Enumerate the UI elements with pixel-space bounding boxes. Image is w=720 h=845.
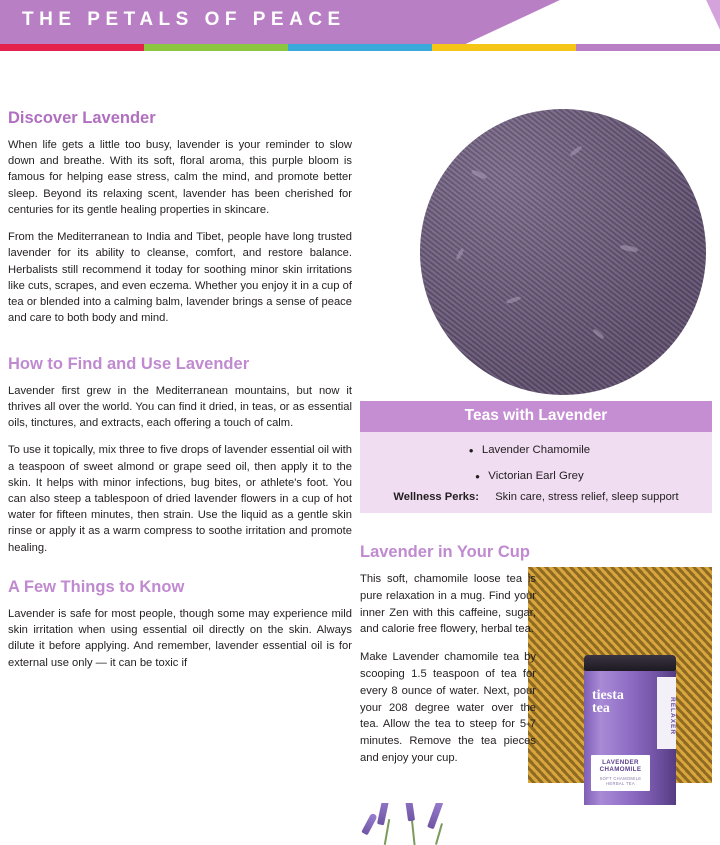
paragraph-things-to-know-1: Lavender is safe for most people, though some may experience mild skin irritation when using essential oil directly on the skin. Always dilute it before applying. And remember, lavender essential oil is for external use only — it can be toxic if xyxy=(8,607,352,669)
lavender-in-your-cup-section xyxy=(360,543,712,845)
tea-tin-lid xyxy=(584,655,676,671)
heading-a-few-things-to-know: A Few Things to Know xyxy=(8,577,185,596)
list-item: • Victorian Earl Grey xyxy=(488,468,583,486)
colorbar-segment-red xyxy=(0,44,144,51)
paragraph-discover-2: From the Mediterranean to India and Tibet, people have long trusted lavender for its ability to cleanse, comfort, and restore balance. Herbalists still recommend it today for soothing minor skin irritations like cuts, scrapes, and even eczema. Whether you enjoy it in a cup of tea or blended into a calming balm, lavender brings a sense of peace and care to both body and mind. xyxy=(8,231,352,325)
paragraph-cup-1: This soft, chamomile loose tea is pure relaxation in a mug. Find your inner Zen with this caffeine, sugar, and calorie free flowery, herbal tea. xyxy=(360,573,536,636)
tea-tin-brand-line2: tea xyxy=(592,701,610,717)
heading-how-to-find-and-use: How to Find and Use Lavender xyxy=(8,354,250,373)
cup-text-block xyxy=(360,571,536,767)
colorbar-segment-purple xyxy=(576,44,720,51)
list-item: • Lavender Chamomile xyxy=(482,442,590,460)
heading-discover-lavender: Discover Lavender xyxy=(8,109,156,127)
wellness-perks-label: Wellness Perks: xyxy=(393,491,479,504)
paragraph-discover-1: When life gets a little too busy, lavender is your reminder to slow down and breathe. With its soft, floral aroma, this purple bloom is famous for helping ease stress, calm the mind, and promote better sleep. Beyond its relaxing scent, lavender has been cherished for centuries for its gentle healing properties in skincare. xyxy=(8,139,352,216)
page-title: THE PETALS OF PEACE xyxy=(22,9,346,30)
teas-with-lavender-box xyxy=(360,401,712,513)
colorbar-segment-yellow xyxy=(432,44,576,51)
tea-tin-body xyxy=(584,671,676,805)
paragraph-cup-2: Make Lavender chamomile tea by scooping 1.5 teaspoon of tea for every 8 ounce of water. Next, pour your 208 degree water over the tea. Allow the tea to steep for 5-7 minutes. Remove the tea pieces and enjoy your cup. xyxy=(360,651,536,764)
color-accent-bar xyxy=(0,44,720,51)
left-column xyxy=(8,109,352,682)
colorbar-segment-blue xyxy=(288,44,432,51)
tea-tin-brand xyxy=(592,689,624,716)
header-swoosh-decoration-white xyxy=(462,0,720,44)
tea-tin-product-image xyxy=(584,655,676,805)
tea-tin-label-line1: LAVENDER xyxy=(602,759,639,766)
wellness-perks-value: Skin care, stress relief, sleep support xyxy=(495,491,679,504)
colorbar-segment-green xyxy=(144,44,288,51)
tea-tin-front-label xyxy=(591,755,650,791)
paragraph-find-use-2: To use it topically, mix three to five drops of lavender essential oil with a teaspoon of sweet almond or grape seed oil, then apply it to the skin. It helps with minor infections, bug bites, or athlete's foot. You can also steep a tablespoon of dried lavender flowers in a cup of hot water for fifteen minutes, then strain. Use the liquid as a gentle skin rinse or apply it as a warm compress to soothe irritation and promote healing. xyxy=(8,444,352,554)
tea-tin-side-label: RELAXER xyxy=(657,677,676,749)
lavender-sprigs-photo xyxy=(360,803,510,845)
page-header xyxy=(0,0,720,44)
heading-lavender-in-your-cup: Lavender in Your Cup xyxy=(360,543,530,561)
tea-tin-label-line2: CHAMOMILE xyxy=(599,766,642,773)
tea-tin-brand-line1: tiesta xyxy=(592,688,624,703)
teas-list xyxy=(370,440,702,460)
paragraph-find-use-1: Lavender first grew in the Mediterranean mountains, but now it thrives all over the world. You can find it dried, in teas, or as essential oils, tinctures, and extracts, each offering a touch of calm. xyxy=(8,384,352,430)
teas-box-body xyxy=(360,432,712,513)
wellness-perks-row xyxy=(370,491,702,503)
teas-list-2 xyxy=(370,466,702,486)
lavender-buds-photo xyxy=(420,109,706,395)
teas-box-heading: Teas with Lavender xyxy=(360,401,712,432)
tea-tin-label-line3: SOFT CHAMOMILE HERBAL TEA xyxy=(599,776,642,786)
